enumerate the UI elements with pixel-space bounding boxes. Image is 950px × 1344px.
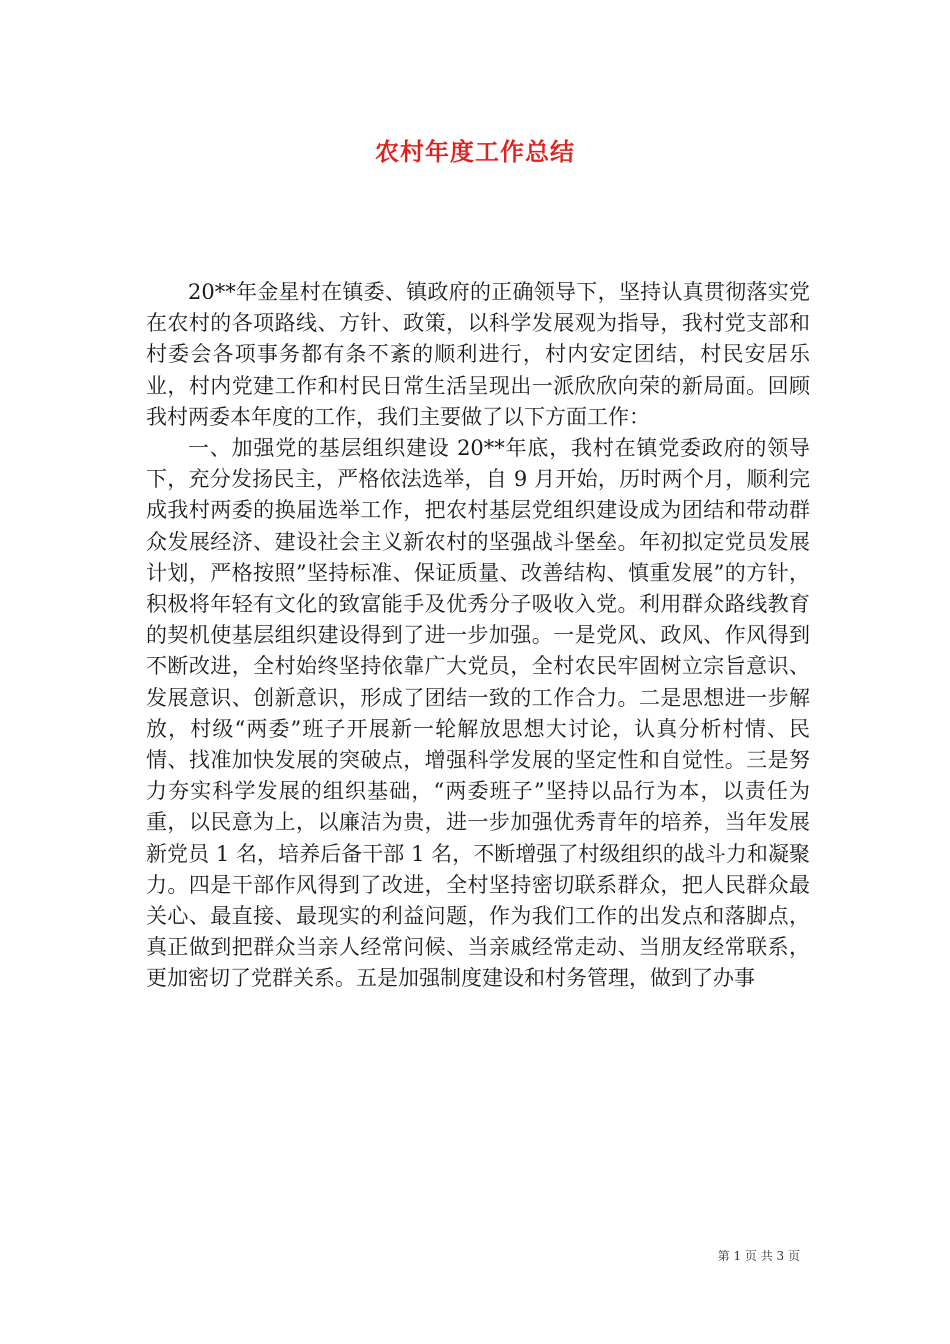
paragraph-intro: 20**年金星村在镇委、镇政府的正确领导下，坚持认真贯彻落实党在农村的各项路线、方针、政策，以科学发展观为指导，我村党支部和村委会各项事务都有条不紊的顺利进行，村内安定团结，村民安居乐业，村内党建工作和村民日常生活呈现出一派欣欣向荣的新局面。回顾我村两委本年度的工作，我们主要做了以下方面工作： <box>146 280 810 429</box>
page-number-footer: 第 1 页 共 3 页 <box>717 1249 800 1263</box>
paragraph-party-building: 一、加强党的基层组织建设 20**年底，我村在镇党委政府的领导下，充分发扬民主，严格依法选举，自 9 月开始，历时两个月，顺利完成我村两委的换届选举工作，把农村基层党组织建设成为团结和带动群众发展经济、建设社会主义新农村的坚强战斗堡垒。年初拟定党员发展计划，严格按照”坚持标准、保证质量、改善结构、慎重发展”的方针，积极将年轻有文化的致富能手及优秀分子吸收入党。利用群众路线教育的契机使基层组织建设得到了进一步加强。一是党风、政风、作风得到不断改进，全村始终坚持依靠广大党员，全村农民牢固树立宗旨意识、发展意识、创新意识，形成了团结一致的工作合力。二是思想进一步解放，村级“两委”班子开展新一轮解放思想大讨论，认真分析村情、民情、找准加快发展的突破点，增强科学发展的坚定性和自觉性。三是努力夯实科学发展的组织基础，“两委班子”坚持以品行为本，以责任为重，以民意为上，以廉洁为贵，进一步加强优秀青年的培养，当年发展新党员 1 名，培养后备干部 1 名，不断增强了村级组织的战斗力和凝聚力。四是干部作风得到了改进，全村坚持密切联系群众，把人民群众最关心、最直接、最现实的利益问题，作为我们工作的出发点和落脚点，真正做到把群众当亲人经常问候、当亲戚经常走动、当朋友经常联系，更加密切了党群关系。五是加强制度建设和村务管理，做到了办事 <box>146 436 810 991</box>
document-title: 农村年度工作总结 <box>375 137 575 166</box>
document-body <box>146 277 810 995</box>
